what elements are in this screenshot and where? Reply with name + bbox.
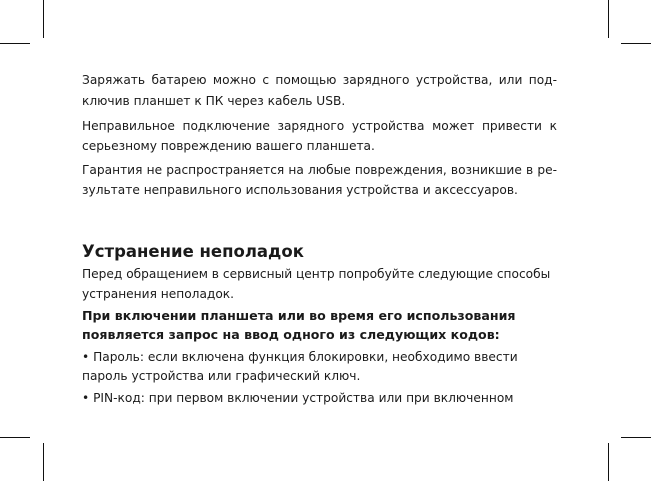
crop-mark [43, 0, 44, 38]
paragraph-line: ключив планшет к ПК через кабель USB. [82, 94, 346, 108]
intro-line: устранения неполадок. [82, 287, 235, 301]
section-heading: Устранение неполадок [82, 242, 304, 261]
crop-mark [608, 443, 609, 481]
intro-line: Перед обращением в сервисный центр попробуйте следующие способы [82, 267, 551, 281]
paragraph-line: Неправильное подключение зарядного устройства может привести к [82, 119, 557, 133]
paragraph-line: Заряжать батарею можно с помощью зарядного устройства, или под- [82, 73, 557, 87]
bullet-line: пароль устройства или графический ключ. [82, 369, 361, 383]
bullet-line: • Пароль: если включена функция блокировки, необходимо ввести [82, 350, 518, 364]
crop-mark [621, 43, 651, 44]
crop-mark [43, 443, 44, 481]
paragraph-line: Гарантия не распространяется на любые повреждения, возникшие в ре- [82, 163, 557, 177]
bullet-line: • PIN-код: при первом включении устройства или при включенном [82, 391, 514, 405]
crop-mark [608, 0, 609, 38]
subheading-line: При включении планшета или во время его использования [82, 308, 516, 323]
paragraph-line: серьезному повреждению вашего планшета. [82, 139, 375, 153]
paragraph-line: зультате неправильного использования устройства и аксессуаров. [82, 183, 518, 197]
crop-mark [0, 43, 30, 44]
crop-mark [621, 437, 651, 438]
crop-mark [0, 437, 30, 438]
subheading-line: появляется запрос на ввод одного из следующих кодов: [82, 327, 500, 342]
